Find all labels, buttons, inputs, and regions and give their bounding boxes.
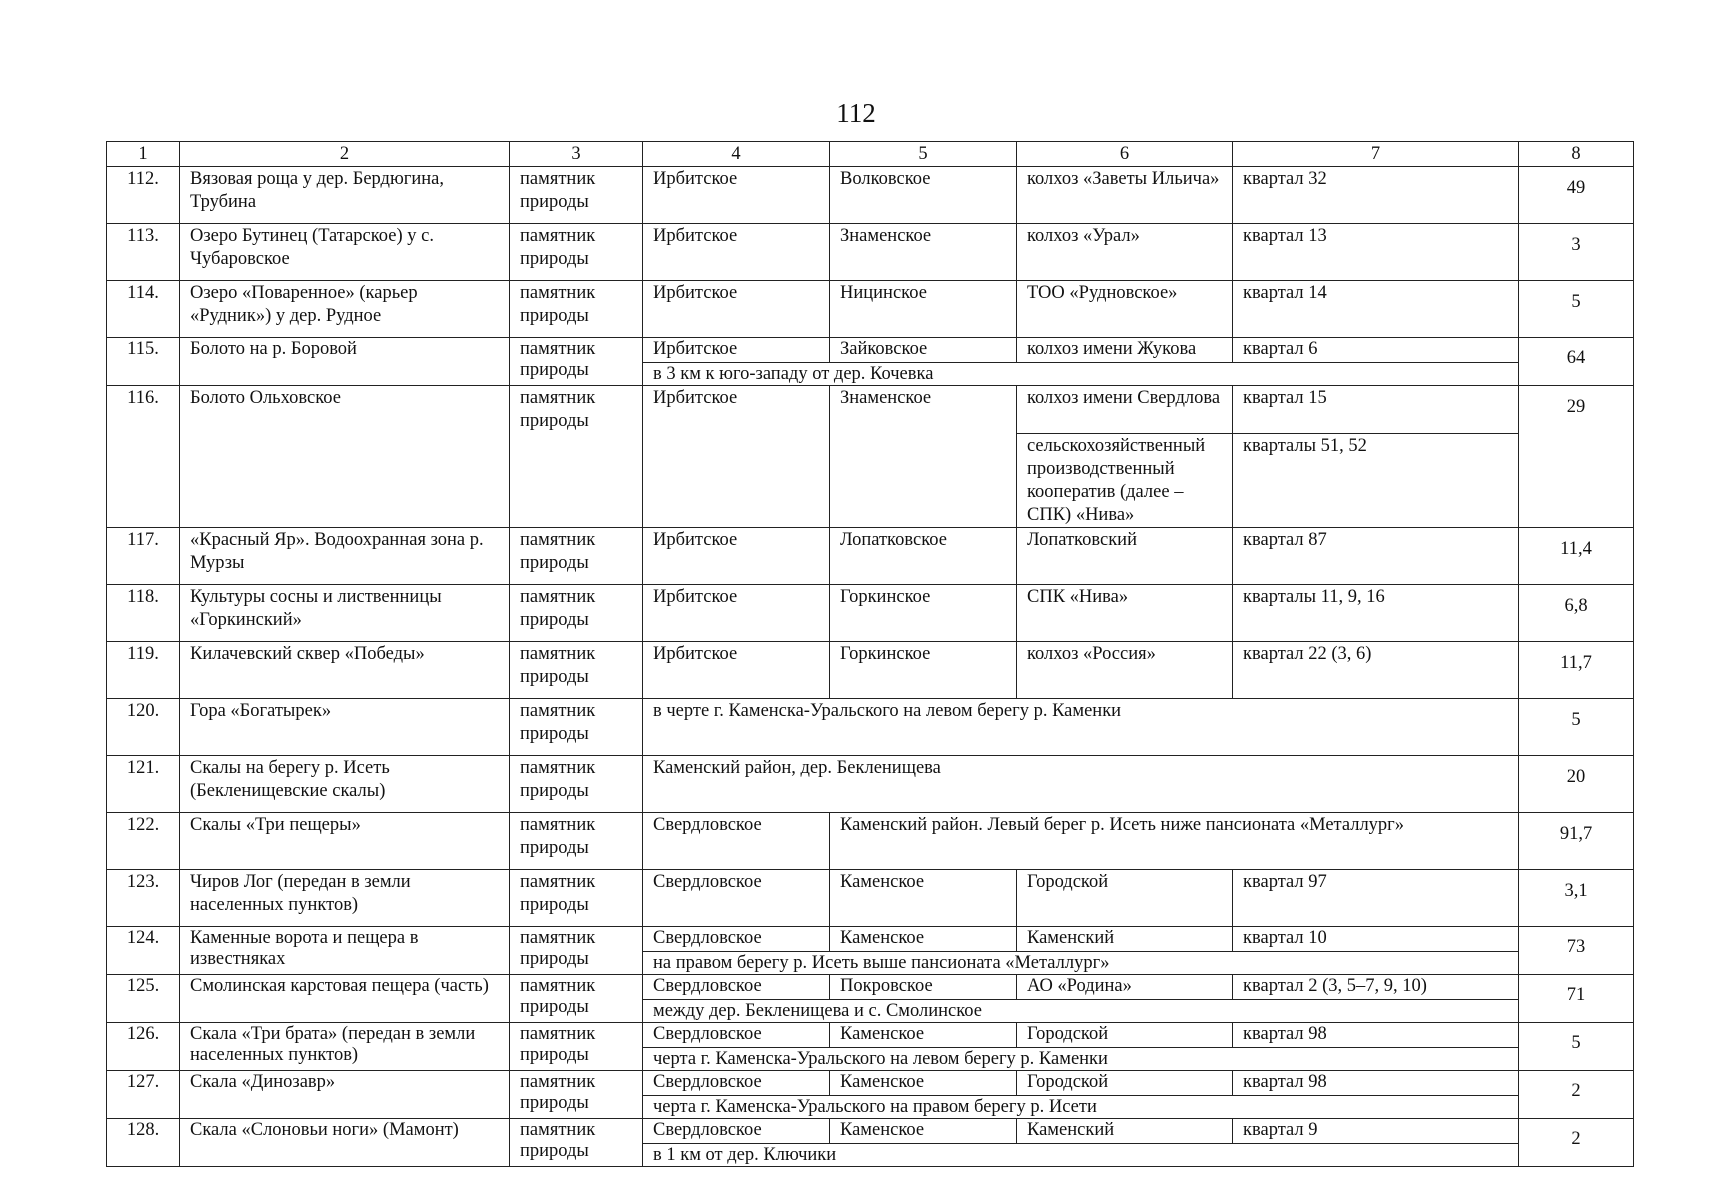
- area-ha: 6,8: [1519, 585, 1634, 642]
- category: памятник природы: [510, 756, 643, 813]
- location-note: между дер. Бекленищева и с. Смолинское: [643, 1000, 1519, 1023]
- category: памятник природы: [510, 386, 643, 528]
- category: памятник природы: [510, 281, 643, 338]
- quarter: квартал 10: [1233, 927, 1519, 952]
- category: памятник природы: [510, 927, 643, 975]
- category: памятник природы: [510, 1023, 643, 1071]
- object-name: Скала «Динозавр»: [180, 1071, 510, 1119]
- forestry: Свердловское: [643, 1071, 830, 1096]
- quarter: квартал 32: [1233, 167, 1519, 224]
- area-ha: 71: [1519, 975, 1634, 1023]
- table-row: [107, 1023, 1634, 1048]
- table-row: [107, 386, 1634, 434]
- row-number: 123.: [107, 870, 180, 927]
- area-ha: 2: [1519, 1119, 1634, 1167]
- forestry: Свердловское: [643, 975, 830, 1000]
- protected-areas-table: [106, 141, 1634, 1167]
- column-header: 6: [1017, 142, 1233, 167]
- location-note: черта г. Каменска-Уральского на правом берегу р. Исети: [643, 1096, 1519, 1119]
- forestry: Ирбитское: [643, 167, 830, 224]
- area-ha: 91,7: [1519, 813, 1634, 870]
- quarter: квартал 15: [1233, 386, 1519, 434]
- row-number: 112.: [107, 167, 180, 224]
- table-row: [107, 1071, 1634, 1096]
- table-row: [107, 927, 1634, 952]
- column-header: 8: [1519, 142, 1634, 167]
- table-row: [107, 585, 1634, 642]
- object-name: Скалы на берегу р. Исеть (Бекленищевские скалы): [180, 756, 510, 813]
- column-header: 4: [643, 142, 830, 167]
- row-number: 114.: [107, 281, 180, 338]
- forestry: Свердловское: [643, 1119, 830, 1144]
- location-note: черта г. Каменска-Уральского на левом берегу р. Каменки: [643, 1048, 1519, 1071]
- category: памятник природы: [510, 167, 643, 224]
- column-header: 1: [107, 142, 180, 167]
- district-forestry: Волковское: [830, 167, 1017, 224]
- row-number: 117.: [107, 528, 180, 585]
- quarter: квартал 14: [1233, 281, 1519, 338]
- object-name: Болото Ольховское: [180, 386, 510, 528]
- area-ha: 20: [1519, 756, 1634, 813]
- table-row: [107, 756, 1634, 813]
- land-user: СПК «Нива»: [1017, 585, 1233, 642]
- district-forestry: Ницинское: [830, 281, 1017, 338]
- quarter: квартал 22 (3, 6): [1233, 642, 1519, 699]
- area-ha: 64: [1519, 338, 1634, 386]
- object-name: Гора «Богатырек»: [180, 699, 510, 756]
- category: памятник природы: [510, 1071, 643, 1119]
- land-user: Городской: [1017, 870, 1233, 927]
- area-ha: 49: [1519, 167, 1634, 224]
- district-forestry: Каменское: [830, 927, 1017, 952]
- category: памятник природы: [510, 699, 643, 756]
- category: памятник природы: [510, 813, 643, 870]
- district-forestry: Каменское: [830, 870, 1017, 927]
- table-row: [107, 975, 1634, 1000]
- table-row: [107, 870, 1634, 927]
- area-ha: 73: [1519, 927, 1634, 975]
- area-ha: 3: [1519, 224, 1634, 281]
- location-note: в 3 км к юго-западу от дер. Кочевка: [643, 363, 1519, 386]
- area-ha: 3,1: [1519, 870, 1634, 927]
- land-user: колхоз «Россия»: [1017, 642, 1233, 699]
- area-ha: 11,7: [1519, 642, 1634, 699]
- quarter: кварталы 11, 9, 16: [1233, 585, 1519, 642]
- location-note: в черте г. Каменска-Уральского на левом берегу р. Каменки: [643, 699, 1519, 756]
- row-number: 127.: [107, 1071, 180, 1119]
- quarter: квартал 98: [1233, 1023, 1519, 1048]
- table-row: [107, 281, 1634, 338]
- quarter: квартал 87: [1233, 528, 1519, 585]
- land-user: Каменский: [1017, 927, 1233, 952]
- object-name: Культуры сосны и лиственницы «Горкинский»: [180, 585, 510, 642]
- table-row: [107, 813, 1634, 870]
- area-ha: 5: [1519, 699, 1634, 756]
- column-header: 2: [180, 142, 510, 167]
- district-forestry: Каменское: [830, 1119, 1017, 1144]
- table-row: [107, 167, 1634, 224]
- category: памятник природы: [510, 585, 643, 642]
- land-user: колхоз имени Жукова: [1017, 338, 1233, 363]
- table-row: [107, 1119, 1634, 1144]
- quarter: квартал 97: [1233, 870, 1519, 927]
- area-ha: 29: [1519, 386, 1634, 528]
- table-row: [107, 338, 1634, 363]
- category: памятник природы: [510, 224, 643, 281]
- header-row: [107, 142, 1634, 167]
- quarter: квартал 9: [1233, 1119, 1519, 1144]
- district-forestry: Знаменское: [830, 224, 1017, 281]
- category: памятник природы: [510, 1119, 643, 1167]
- category: памятник природы: [510, 975, 643, 1023]
- location-note: на правом берегу р. Исеть выше пансионата «Металлург»: [643, 952, 1519, 975]
- area-ha: 11,4: [1519, 528, 1634, 585]
- forestry: Ирбитское: [643, 281, 830, 338]
- land-user: колхоз «Урал»: [1017, 224, 1233, 281]
- quarter: кварталы 51, 52: [1233, 434, 1519, 528]
- forestry: Ирбитское: [643, 642, 830, 699]
- row-number: 124.: [107, 927, 180, 975]
- object-name: Килачевский сквер «Победы»: [180, 642, 510, 699]
- forestry: Свердловское: [643, 927, 830, 952]
- forestry: Свердловское: [643, 813, 830, 870]
- land-user: ТОО «Рудновское»: [1017, 281, 1233, 338]
- object-name: Озеро Бутинец (Татарское) у с. Чубаровское: [180, 224, 510, 281]
- forestry: Свердловское: [643, 1023, 830, 1048]
- object-name: Скалы «Три пещеры»: [180, 813, 510, 870]
- district-forestry: Горкинское: [830, 585, 1017, 642]
- object-name: Озеро «Поваренное» (карьер «Рудник») у дер. Рудное: [180, 281, 510, 338]
- quarter: квартал 13: [1233, 224, 1519, 281]
- area-ha: 2: [1519, 1071, 1634, 1119]
- location-note: Каменский район, дер. Бекленищева: [643, 756, 1519, 813]
- table-row: [107, 528, 1634, 585]
- column-header: 3: [510, 142, 643, 167]
- row-number: 113.: [107, 224, 180, 281]
- land-user: Городской: [1017, 1071, 1233, 1096]
- location-note: в 1 км от дер. Ключики: [643, 1144, 1519, 1167]
- row-number: 128.: [107, 1119, 180, 1167]
- forestry: Ирбитское: [643, 585, 830, 642]
- land-user: колхоз имени Свердлова: [1017, 386, 1233, 434]
- forestry: Ирбитское: [643, 386, 830, 528]
- table-row: [107, 224, 1634, 281]
- land-user: сельскохозяйственный производственный кооператив (далее – СПК) «Нива»: [1017, 434, 1233, 528]
- category: памятник природы: [510, 528, 643, 585]
- page-number: 112: [836, 98, 876, 128]
- row-number: 115.: [107, 338, 180, 386]
- district-forestry: Лопатковское: [830, 528, 1017, 585]
- category: памятник природы: [510, 338, 643, 386]
- forestry: Свердловское: [643, 870, 830, 927]
- quarter: квартал 6: [1233, 338, 1519, 363]
- land-user: Каменский: [1017, 1119, 1233, 1144]
- row-number: 121.: [107, 756, 180, 813]
- quarter: квартал 2 (3, 5–7, 9, 10): [1233, 975, 1519, 1000]
- category: памятник природы: [510, 642, 643, 699]
- row-number: 122.: [107, 813, 180, 870]
- row-number: 120.: [107, 699, 180, 756]
- land-user: Лопатковский: [1017, 528, 1233, 585]
- district-forestry: Каменское: [830, 1023, 1017, 1048]
- row-number: 125.: [107, 975, 180, 1023]
- land-user: АО «Родина»: [1017, 975, 1233, 1000]
- column-header: 7: [1233, 142, 1519, 167]
- object-name: Каменные ворота и пещера в известняках: [180, 927, 510, 975]
- district-forestry: Каменское: [830, 1071, 1017, 1096]
- object-name: «Красный Яр». Водоохранная зона р. Мурзы: [180, 528, 510, 585]
- object-name: Чиров Лог (передан в земли населенных пунктов): [180, 870, 510, 927]
- quarter: квартал 98: [1233, 1071, 1519, 1096]
- forestry: Ирбитское: [643, 338, 830, 363]
- row-number: 119.: [107, 642, 180, 699]
- object-name: Смолинская карстовая пещера (часть): [180, 975, 510, 1023]
- district-forestry: Покровское: [830, 975, 1017, 1000]
- object-name: Вязовая роща у дер. Бердюгина, Трубина: [180, 167, 510, 224]
- row-number: 126.: [107, 1023, 180, 1071]
- district-forestry: Горкинское: [830, 642, 1017, 699]
- column-header: 5: [830, 142, 1017, 167]
- land-user: Городской: [1017, 1023, 1233, 1048]
- forestry: Ирбитское: [643, 224, 830, 281]
- category: памятник природы: [510, 870, 643, 927]
- forestry: Ирбитское: [643, 528, 830, 585]
- row-number: 118.: [107, 585, 180, 642]
- land-user: колхоз «Заветы Ильича»: [1017, 167, 1233, 224]
- table-row: [107, 699, 1634, 756]
- area-ha: 5: [1519, 1023, 1634, 1071]
- area-ha: 5: [1519, 281, 1634, 338]
- row-number: 116.: [107, 386, 180, 528]
- object-name: Скала «Три брата» (передан в земли населенных пунктов): [180, 1023, 510, 1071]
- location-note: Каменский район. Левый берег р. Исеть ниже пансионата «Металлург»: [830, 813, 1519, 870]
- district-forestry: Знаменское: [830, 386, 1017, 528]
- table-row: [107, 642, 1634, 699]
- object-name: Скала «Слоновьи ноги» (Мамонт): [180, 1119, 510, 1167]
- object-name: Болото на р. Боровой: [180, 338, 510, 386]
- district-forestry: Зайковское: [830, 338, 1017, 363]
